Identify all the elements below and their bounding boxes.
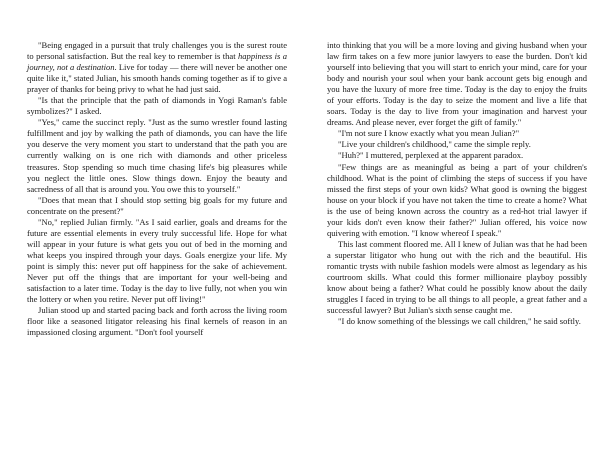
right-paragraph-3: "Live your children's childhood," came the simple reply.	[338, 139, 531, 150]
right-paragraph-6: This last comment floored me. All I knew of Julian was that he had been a superstar litigator who hung out with the rich and the beautiful. His romantic trysts with nubile fashion models were almost as legendary as his courtroom skills. What could this former millionaire playboy possibly know about being a father? What could he possibly know about the daily struggles I faced in trying to be all things to all people, a great father and a successful lawyer? But Julian's sixth sense caught me.	[327, 238, 587, 316]
right-paragraph-7: "I do know something of the blessings we call children," he said softly.	[338, 316, 581, 327]
left-paragraph-1: "Being engaged in a pursuit that truly challenges you is the surest route to personal satisfaction. But the real key to remember is that happiness is a journey, not a destination. Live for today — there will never be another one quite like it," stated Julian, his smooth hands coming together as if to give a prayer of thanks for being privy to what he had just said.	[27, 40, 287, 95]
right-paragraph-1: into thinking that you will be a more loving and giving husband when your law firm takes on a few more junior lawyers to ease the burden. Don't kid yourself into believing that you will start to enrich your mind, care for your body and nourish your soul when your bank account gets big enough and you have the luxury of more free time. Today is the day to enjoy the fruits of your efforts. Today is the day to seize the moment and live a life that soars. Today is the day to live from your imagination and harvest your dreams. And please never, ever forget the gift of family."	[327, 40, 587, 128]
right-paragraph-4: "Huh?" I muttered, perplexed at the apparent paradox.	[338, 150, 524, 161]
left-paragraph-3: "Yes," came the succinct reply. "Just as the sumo wrestler found lasting fulfillment and joy by walking the path of diamonds, you can have the life you deserve the very moment you start to understand that the path you are currently walking on is one rich with diamonds and other priceless treasures. Stop spending so much time chasing life's big pleasures while you neglect the little ones. Slow things down. Enjoy the beauty and sacredness of all that is around you. You owe this to yourself."	[27, 117, 287, 194]
italic-emphasis: happiness is a journey, not a destination	[27, 51, 287, 73]
left-paragraph-4: "Does that mean that I should stop setting big goals for my future and concentrate on the present?"	[27, 194, 287, 216]
left-paragraph-5: "No," replied Julian firmly. "As I said earlier, goals and dreams for the future are essential elements in every truly successful life. Hope for what will appear in your future is what gets you out of bed in the morning and what keeps you inspired through your days. Goals energize your life. My point is simply this: never put off happiness for the sake of achievement. Never put off the things that are important for your well-being and satisfaction to a later time. Today is the day to live fully, not when you win the lottery or when you retire. Never put off living!"	[27, 216, 287, 305]
left-paragraph-6: Julian stood up and started pacing back and forth across the living room floor like a seasoned litigator releasing his final kernels of reason in an impassioned closing argument. "Don't fool yourself	[27, 305, 287, 338]
right-paragraph-5: "Few things are as meaningful as being a part of your children's childhood. What is the point of climbing the steps of success if you have missed the first steps of your own kids? What good is owning the biggest house on your block if you have not taken the time to create a home? What is the use of being known across the country as a red-hot trial lawyer if your kids don't even know their father?" Julian offered, his voice now quivering with emotion. "I know whereof I speak."	[327, 161, 587, 238]
left-page	[27, 40, 287, 338]
right-page	[327, 40, 587, 327]
left-paragraph-2: "Is that the principle that the path of diamonds in Yogi Raman's fable symbolizes?" I asked.	[27, 95, 287, 117]
right-paragraph-2: "I'm not sure I know exactly what you mean Julian?"	[338, 128, 520, 139]
